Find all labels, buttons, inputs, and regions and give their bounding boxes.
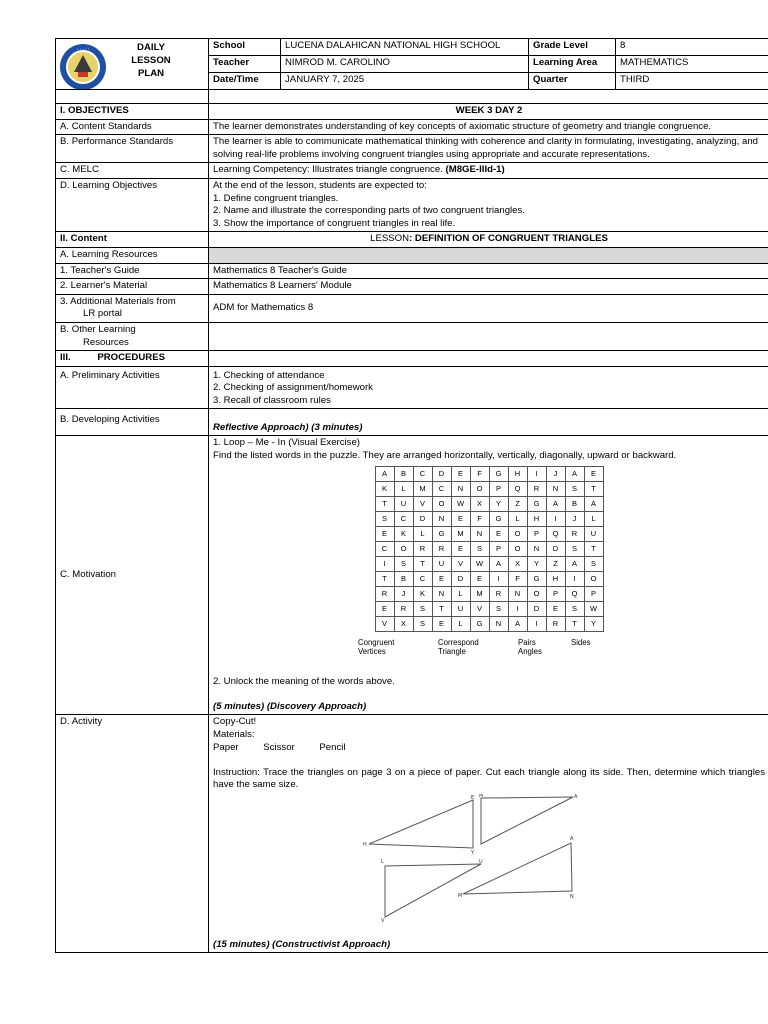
triangle-vertex-label: H xyxy=(363,842,367,848)
puzzle-cell: C xyxy=(394,511,413,526)
puzzle-cell: U xyxy=(394,496,413,511)
word-list-item: Correspond xyxy=(438,637,479,647)
teacher-label: Teacher xyxy=(209,56,281,73)
content-heading: II. Content xyxy=(56,232,209,248)
material-item: Paper xyxy=(213,741,239,753)
puzzle-cell: L xyxy=(413,526,432,541)
puzzle-row xyxy=(375,526,603,541)
puzzle-cell: L xyxy=(451,586,470,601)
performance-standards-text: The learner is able to communicate mathematical thinking with coherence and clarity in formulating, investigating, analyzing, and solving real-life problems involving congruent triangles using appropriate and accurate representations. xyxy=(209,135,768,163)
puzzle-cell: S xyxy=(375,511,394,526)
content-standards-label: A. Content Standards xyxy=(56,119,209,135)
word-search-grid xyxy=(375,466,604,632)
puzzle-cell: G xyxy=(489,466,508,481)
puzzle-cell: E xyxy=(451,511,470,526)
puzzle-cell: L xyxy=(508,511,527,526)
date-label: Date/Time xyxy=(209,73,281,90)
puzzle-cell: H xyxy=(527,511,546,526)
puzzle-cell: N xyxy=(527,541,546,556)
puzzle-cell: H xyxy=(546,571,565,586)
plan-title-line: LESSON xyxy=(131,55,171,66)
puzzle-cell: P xyxy=(527,526,546,541)
melc-code: (M8GE-IIId-1) xyxy=(445,164,505,176)
puzzle-cell: C xyxy=(432,481,451,496)
puzzle-cell: R xyxy=(432,541,451,556)
puzzle-cell: I xyxy=(546,511,565,526)
preliminary-cell xyxy=(209,366,768,409)
puzzle-cell: T xyxy=(375,571,394,586)
developing-note: Reflective Approach) (3 minutes) xyxy=(209,409,768,436)
puzzle-cell: Q xyxy=(508,481,527,496)
activity-label: D. Activity xyxy=(56,715,209,953)
school-label: School xyxy=(209,39,281,56)
area-label: Learning Area xyxy=(529,56,616,73)
learners-material-value: Mathematics 8 Learners' Module xyxy=(209,279,768,295)
triangle-vertex-label: V xyxy=(381,918,385,924)
motivation-instruction: Find the listed words in the puzzle. They are arranged horizontally, vertically, diagonally, upward or backward. xyxy=(213,450,677,462)
puzzle-cell: U xyxy=(451,601,470,616)
motivation-note: (5 minutes) (Discovery Approach) xyxy=(213,700,367,712)
lesson-cell xyxy=(209,232,768,248)
puzzle-cell: G xyxy=(527,496,546,511)
puzzle-cell: I xyxy=(508,601,527,616)
puzzle-cell: U xyxy=(584,526,603,541)
triangle-vertex-label: Y xyxy=(471,850,475,856)
puzzle-cell: R xyxy=(527,481,546,496)
additional-materials-label xyxy=(56,294,209,322)
plan-title xyxy=(116,41,186,80)
puzzle-cell: F xyxy=(470,466,489,481)
puzzle-cell: T xyxy=(584,541,603,556)
triangle-vertex-label: M xyxy=(458,893,463,899)
puzzle-cell: M xyxy=(470,586,489,601)
developing-label: B. Developing Activities xyxy=(56,409,209,436)
puzzle-cell: I xyxy=(527,466,546,481)
objective-line: 3. Show the importance of congruent triangles in real life. xyxy=(213,217,456,229)
puzzle-cell: G xyxy=(432,526,451,541)
puzzle-cell: W xyxy=(451,496,470,511)
puzzle-cell: P xyxy=(489,481,508,496)
objective-line: 1. Define congruent triangles. xyxy=(213,192,339,204)
learners-material-label: 2. Learner's Material xyxy=(56,279,209,295)
preliminary-item: 1. Checking of attendance xyxy=(213,369,325,381)
puzzle-cell: E xyxy=(451,466,470,481)
puzzle-cell: S xyxy=(565,481,584,496)
puzzle-cell: Z xyxy=(508,496,527,511)
triangle-vertex-label: E xyxy=(471,795,475,801)
puzzle-cell: E xyxy=(375,601,394,616)
word-list-item: Angles xyxy=(518,646,542,656)
puzzle-cell: Y xyxy=(584,616,603,631)
resources-label: A. Learning Resources xyxy=(56,247,209,263)
puzzle-cell: E xyxy=(489,526,508,541)
triangles-figure xyxy=(363,794,578,924)
puzzle-cell: O xyxy=(527,586,546,601)
puzzle-cell: B xyxy=(394,571,413,586)
header-spacer-right xyxy=(209,90,768,104)
puzzle-cell: O xyxy=(584,571,603,586)
header-spacer-left xyxy=(56,90,209,104)
puzzle-cell: O xyxy=(432,496,451,511)
puzzle-cell: S xyxy=(565,541,584,556)
objective-line: At the end of the lesson, students are expected to: xyxy=(213,179,427,191)
activity-instruction: Instruction: Trace the triangles on page 3 on a piece of paper. Cut each triangle along its side. Then, determine which triangles have the same size. xyxy=(213,766,765,791)
puzzle-cell: A xyxy=(584,496,603,511)
puzzle-cell: S xyxy=(489,601,508,616)
puzzle-cell: A xyxy=(375,466,394,481)
puzzle-cell: L xyxy=(451,616,470,631)
puzzle-row xyxy=(375,556,603,571)
puzzle-cell: O xyxy=(508,526,527,541)
puzzle-cell: A xyxy=(565,466,584,481)
puzzle-cell: K xyxy=(413,586,432,601)
triangle-vertex-label: U xyxy=(479,859,483,865)
resources-shaded-cell xyxy=(209,247,768,263)
triangle-vertex-label: L xyxy=(381,859,384,865)
lesson-prefix: LESSON xyxy=(370,233,410,245)
word-list-item: Congruent xyxy=(358,637,395,647)
additional-materials-line: LR portal xyxy=(83,308,122,320)
melc-cell xyxy=(209,163,768,179)
lesson-title: : DEFINITION OF CONGRUENT TRIANGLES xyxy=(409,233,608,245)
objective-line: 2. Name and illustrate the corresponding parts of two congruent triangles. xyxy=(213,205,525,217)
material-item: Pencil xyxy=(319,741,346,753)
word-list xyxy=(358,638,618,676)
puzzle-cell: V xyxy=(451,556,470,571)
puzzle-cell: T xyxy=(565,616,584,631)
puzzle-cell: E xyxy=(584,466,603,481)
puzzle-cell: Q xyxy=(546,526,565,541)
puzzle-cell: P xyxy=(489,541,508,556)
quarter-value: THIRD xyxy=(616,73,768,90)
header-logo-cell xyxy=(56,39,209,90)
puzzle-cell: A xyxy=(565,556,584,571)
puzzle-cell: Y xyxy=(527,556,546,571)
puzzle-cell: N xyxy=(508,586,527,601)
additional-materials-line: 3. Additional Materials from xyxy=(60,295,176,307)
puzzle-cell: N xyxy=(432,511,451,526)
puzzle-cell: R xyxy=(489,586,508,601)
puzzle-cell: E xyxy=(432,616,451,631)
school-seal-icon xyxy=(58,42,108,90)
word-list-item: Sides xyxy=(571,637,591,647)
puzzle-row xyxy=(375,571,603,586)
triangle-vertex-label: A xyxy=(574,794,578,800)
puzzle-cell: B xyxy=(394,466,413,481)
preliminary-item: 3. Recall of classroom rules xyxy=(213,394,331,406)
puzzle-cell: W xyxy=(470,556,489,571)
puzzle-cell: A xyxy=(489,556,508,571)
puzzle-cell: D xyxy=(432,466,451,481)
quarter-label: Quarter xyxy=(529,73,616,90)
puzzle-cell: C xyxy=(413,466,432,481)
puzzle-cell: O xyxy=(470,481,489,496)
lesson-plan-table xyxy=(55,38,768,953)
other-resources-line: Resources xyxy=(83,336,129,348)
puzzle-cell: C xyxy=(413,571,432,586)
lesson-plan-document xyxy=(55,38,768,953)
puzzle-cell: Z xyxy=(546,556,565,571)
svg-text:• • • • •: • • • • • xyxy=(76,47,90,51)
puzzle-cell: N xyxy=(451,481,470,496)
area-value: MATHEMATICS xyxy=(616,56,768,73)
puzzle-cell: T xyxy=(584,481,603,496)
puzzle-row xyxy=(375,496,603,511)
puzzle-cell: H xyxy=(508,466,527,481)
word-list-item: Vertices xyxy=(358,646,386,656)
puzzle-cell: Y xyxy=(489,496,508,511)
puzzle-cell: V xyxy=(375,616,394,631)
grade-label: Grade Level xyxy=(529,39,616,56)
puzzle-cell: J xyxy=(546,466,565,481)
puzzle-cell: R xyxy=(565,526,584,541)
puzzle-cell: N xyxy=(470,526,489,541)
triangle-vertex-label: M xyxy=(479,794,484,799)
material-item: Scissor xyxy=(263,741,295,753)
puzzle-row xyxy=(375,466,603,481)
puzzle-cell: T xyxy=(375,496,394,511)
puzzle-cell: L xyxy=(584,511,603,526)
puzzle-row xyxy=(375,616,603,631)
puzzle-cell: A xyxy=(546,496,565,511)
content-standards-text: The learner demonstrates understanding of key concepts of axiomatic structure of geometry and triangle congruence. xyxy=(209,119,768,135)
puzzle-cell: X xyxy=(394,616,413,631)
motivation-title: 1. Loop – Me - In (Visual Exercise) xyxy=(213,437,360,449)
puzzle-cell: F xyxy=(470,511,489,526)
teachers-guide-label: 1. Teacher's Guide xyxy=(56,263,209,279)
puzzle-cell: S xyxy=(565,601,584,616)
puzzle-cell: J xyxy=(565,511,584,526)
puzzle-cell: D xyxy=(527,601,546,616)
date-value: JANUARY 7, 2025 xyxy=(281,73,529,90)
puzzle-cell: N xyxy=(489,616,508,631)
puzzle-cell: T xyxy=(432,601,451,616)
puzzle-cell: M xyxy=(413,481,432,496)
puzzle-cell: D xyxy=(546,541,565,556)
word-list-item: Triangle xyxy=(438,646,466,656)
puzzle-cell: O xyxy=(394,541,413,556)
puzzle-cell: B xyxy=(565,496,584,511)
preliminary-label: A. Preliminary Activities xyxy=(56,366,209,409)
puzzle-cell: R xyxy=(546,616,565,631)
puzzle-cell: R xyxy=(375,586,394,601)
puzzle-cell: C xyxy=(375,541,394,556)
additional-materials-value: ADM for Mathematics 8 xyxy=(209,294,768,322)
activity-note: (15 minutes) (Constructivist Approach) xyxy=(213,938,391,950)
word-list-item: Pairs xyxy=(518,637,536,647)
learning-objectives-label: D. Learning Objectives xyxy=(56,178,209,231)
activity-title: Copy-Cut! xyxy=(213,716,257,728)
puzzle-cell: S xyxy=(584,556,603,571)
puzzle-cell: K xyxy=(394,526,413,541)
puzzle-cell: V xyxy=(413,496,432,511)
puzzle-row xyxy=(375,511,603,526)
puzzle-cell: G xyxy=(470,616,489,631)
puzzle-cell: I xyxy=(527,616,546,631)
puzzle-row xyxy=(375,586,603,601)
puzzle-row xyxy=(375,481,603,496)
puzzle-cell: E xyxy=(432,571,451,586)
puzzle-row xyxy=(375,601,603,616)
grade-value: 8 xyxy=(616,39,768,56)
activity-cell xyxy=(209,715,768,953)
puzzle-cell: D xyxy=(413,511,432,526)
motivation-cell xyxy=(209,436,768,715)
puzzle-cell: I xyxy=(375,556,394,571)
puzzle-cell: I xyxy=(565,571,584,586)
puzzle-cell: E xyxy=(375,526,394,541)
learning-objectives-cell xyxy=(209,178,768,231)
triangle-vertex-label: N xyxy=(570,894,574,900)
puzzle-cell: S xyxy=(413,601,432,616)
puzzle-cell: R xyxy=(394,601,413,616)
melc-text: Learning Competency: Illustrates triangle congruence. xyxy=(213,164,443,176)
puzzle-cell: R xyxy=(413,541,432,556)
puzzle-cell: V xyxy=(470,601,489,616)
other-resources-value xyxy=(209,322,768,350)
triangle-vertex-label: A xyxy=(570,836,574,842)
puzzle-cell: W xyxy=(584,601,603,616)
motivation-label: C. Motivation xyxy=(56,436,209,715)
puzzle-cell: N xyxy=(432,586,451,601)
school-value: LUCENA DALAHICAN NATIONAL HIGH SCHOOL xyxy=(281,39,529,56)
puzzle-cell: P xyxy=(584,586,603,601)
objectives-heading: I. OBJECTIVES xyxy=(56,104,209,120)
puzzle-cell: E xyxy=(546,601,565,616)
puzzle-cell: T xyxy=(413,556,432,571)
puzzle-cell: N xyxy=(546,481,565,496)
puzzle-cell: M xyxy=(451,526,470,541)
materials-label: Materials: xyxy=(213,729,255,741)
teacher-value: NIMROD M. CAROLINO xyxy=(281,56,529,73)
puzzle-cell: K xyxy=(375,481,394,496)
puzzle-cell: P xyxy=(546,586,565,601)
puzzle-cell: S xyxy=(394,556,413,571)
puzzle-cell: X xyxy=(508,556,527,571)
procedures-heading: III. PROCEDURES xyxy=(56,351,209,367)
puzzle-cell: G xyxy=(489,511,508,526)
puzzle-cell: L xyxy=(394,481,413,496)
puzzle-row xyxy=(375,541,603,556)
materials-list xyxy=(213,742,765,755)
puzzle-cell: D xyxy=(451,571,470,586)
puzzle-cell: J xyxy=(394,586,413,601)
puzzle-cell: E xyxy=(470,571,489,586)
teachers-guide-value: Mathematics 8 Teacher's Guide xyxy=(209,263,768,279)
plan-title-line: DAILY xyxy=(137,42,165,53)
preliminary-item: 2. Checking of assignment/homework xyxy=(213,382,373,394)
puzzle-cell: O xyxy=(508,541,527,556)
puzzle-cell: E xyxy=(451,541,470,556)
week-label: WEEK 3 DAY 2 xyxy=(209,104,768,120)
puzzle-cell: X xyxy=(470,496,489,511)
other-resources-line: B. Other Learning xyxy=(60,323,136,335)
other-resources-label xyxy=(56,322,209,350)
plan-title-line: PLAN xyxy=(137,68,165,79)
puzzle-cell: U xyxy=(432,556,451,571)
performance-standards-label: B. Performance Standards xyxy=(56,135,209,163)
procedures-spacer xyxy=(209,351,768,367)
puzzle-cell: A xyxy=(508,616,527,631)
puzzle-cell: Q xyxy=(565,586,584,601)
puzzle-cell: S xyxy=(470,541,489,556)
melc-label: C. MELC xyxy=(56,163,209,179)
puzzle-cell: S xyxy=(413,616,432,631)
puzzle-cell: I xyxy=(489,571,508,586)
puzzle-cell: G xyxy=(527,571,546,586)
motivation-task2: 2. Unlock the meaning of the words above. xyxy=(213,675,395,687)
puzzle-cell: F xyxy=(508,571,527,586)
